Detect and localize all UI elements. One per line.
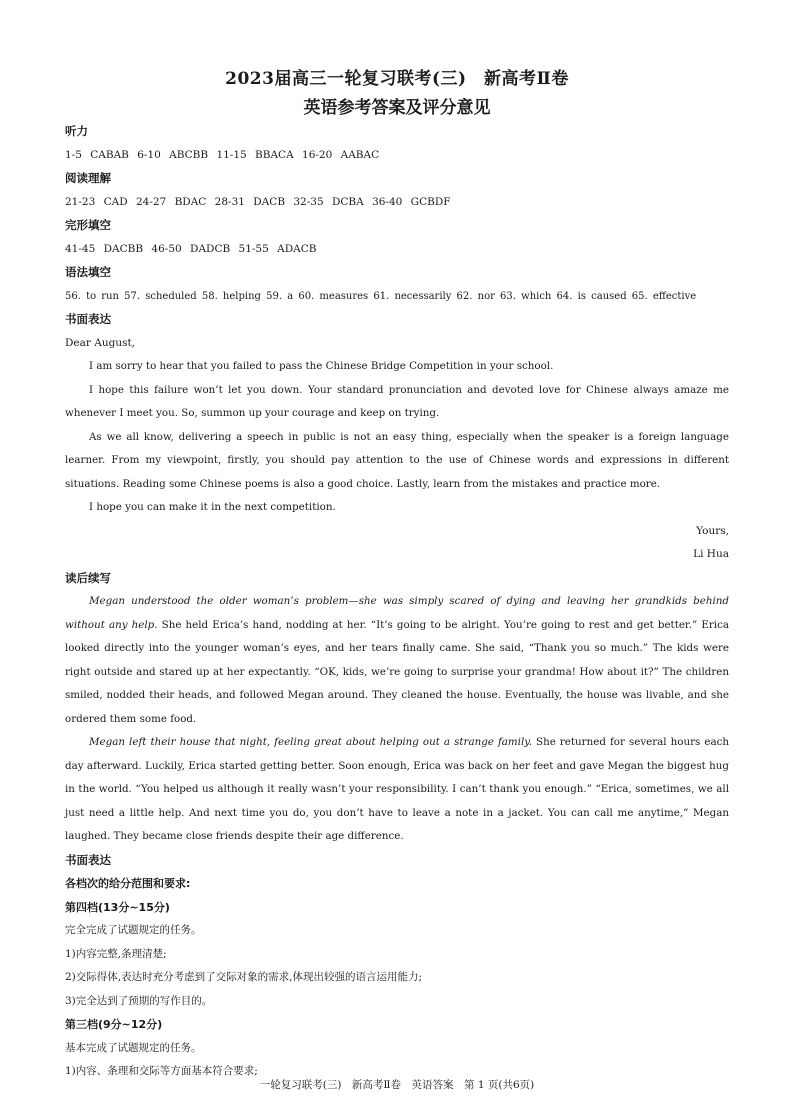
tier-title: 第四档(13分~15分) xyxy=(65,900,170,914)
tier-item: 2)交际得体,表达时充分考虑到了交际对象的需求,体现出较强的语言运用能力; xyxy=(65,971,422,983)
tier-item: 3)完全达到了预期的写作目的。 xyxy=(65,994,213,1007)
scoring-intro: 各档次的给分范围和要求: xyxy=(65,877,191,890)
section-heading-writing: 书面表达 xyxy=(65,312,111,326)
tier-description: 完全完成了试题规定的任务。 xyxy=(65,924,202,936)
page-title: 2023届高三一轮复习联考(三) 新高考Ⅱ卷 xyxy=(225,69,569,89)
grammar-answers: 56. to run 57. scheduled 58. helping 59. a 60. measures 61. necessarily 62. nor 63. which 64. is caused 65. effective xyxy=(65,290,697,302)
page-subtitle: 英语参考答案及评分意见 xyxy=(303,98,491,118)
letter-paragraph: I hope this failure won’t let you down. Your standard pronunciation and devoted love for Chinese always amaze me whenever I meet you. So, summon up your courage and keep on trying. xyxy=(65,383,729,419)
letter-signature: Li Hua xyxy=(693,548,729,560)
tier-item: 1)内容、条理和交际等方面基本符合要求; xyxy=(65,1065,258,1077)
tier-title: 第三档(9分~12分) xyxy=(65,1018,163,1031)
reading-answers: 21-23 CAD 24-27 BDAC 28-31 DACB 32-35 DCBA 36-40 GCBDF xyxy=(65,195,451,208)
listening-answers: 1-5 CABAB 6-10 ABCBB 11-15 BBACA 16-20 AABAC xyxy=(65,148,380,161)
letter-paragraph: I hope you can make it in the next competition. xyxy=(89,501,336,513)
letter-closing: Yours, xyxy=(696,524,729,537)
section-heading-continuation: 读后续写 xyxy=(65,570,111,585)
letter-paragraph: I am sorry to hear that you failed to pass the Chinese Bridge Competition in your school. xyxy=(89,360,554,372)
paragraph-lead-sentence: Megan understood the older woman’s problem—she was simply scared of dying and leaving her grandkids behind without any help. xyxy=(65,595,729,631)
cloze-answers: 41-45 DACBB 46-50 DADCB 51-55 ADACB xyxy=(65,242,317,255)
page-footer: 一轮复习联考(三) 新高考Ⅱ卷 英语答案 第 1 页(共6页) xyxy=(259,1079,535,1091)
letter-salutation: Dear August, xyxy=(65,336,136,349)
paragraph-body: She returned for several hours each day afterward. Luckily, Erica started getting better. Soon enough, Erica was back on her feet and gave Megan the biggest hug in the world. “You helped us although it really wasn’t your responsibility. I can’t thank you enough.” “Erica, sometimes, we all just need a little help. And next time you do, you don’t have to leave a note in a jacket. You can call me anytime,” Megan laughed. They became close friends despite their age difference. xyxy=(65,736,729,842)
tier-description: 基本完成了试题规定的任务。 xyxy=(65,1041,202,1054)
paragraph-lead-sentence: Megan left their house that night, feeling great about helping out a strange family. xyxy=(89,736,532,748)
tier-item: 1)内容完整,条理清楚; xyxy=(65,947,167,960)
paragraph-body: She held Erica’s hand, nodding at her. “It’s going to be alright. You’re going to rest and get better.” Erica looked directly into the younger woman’s eyes, and her tears finally came. She said, “Thank you so much.” The kids were right outside and stared up at her expectantly. “OK, kids, we’re going to surprise your grandma! How about it?” The children smiled, nodded their heads, and followed Megan around. They cleaned the house. Eventually, the house was livable, and she ordered them some food. xyxy=(65,618,729,725)
section-heading-listening: 听力 xyxy=(65,124,88,138)
section-heading-scoring: 书面表达 xyxy=(65,852,111,867)
continuation-paragraph xyxy=(65,731,729,849)
section-heading-reading: 阅读理解 xyxy=(65,171,111,185)
section-heading-cloze: 完形填空 xyxy=(65,218,111,232)
letter-paragraph: As we all know, delivering a speech in public is not an easy thing, especially when the speaker is a foreign language learner. From my viewpoint, firstly, you should pay attention to the use of Chinese words and expressions in different situations. Reading some Chinese poems is also a good choice. Lastly, learn from the mistakes and practice more. xyxy=(65,430,729,490)
answer-content xyxy=(65,120,729,1084)
continuation-paragraph xyxy=(65,590,729,731)
section-heading-grammar: 语法填空 xyxy=(65,265,111,279)
